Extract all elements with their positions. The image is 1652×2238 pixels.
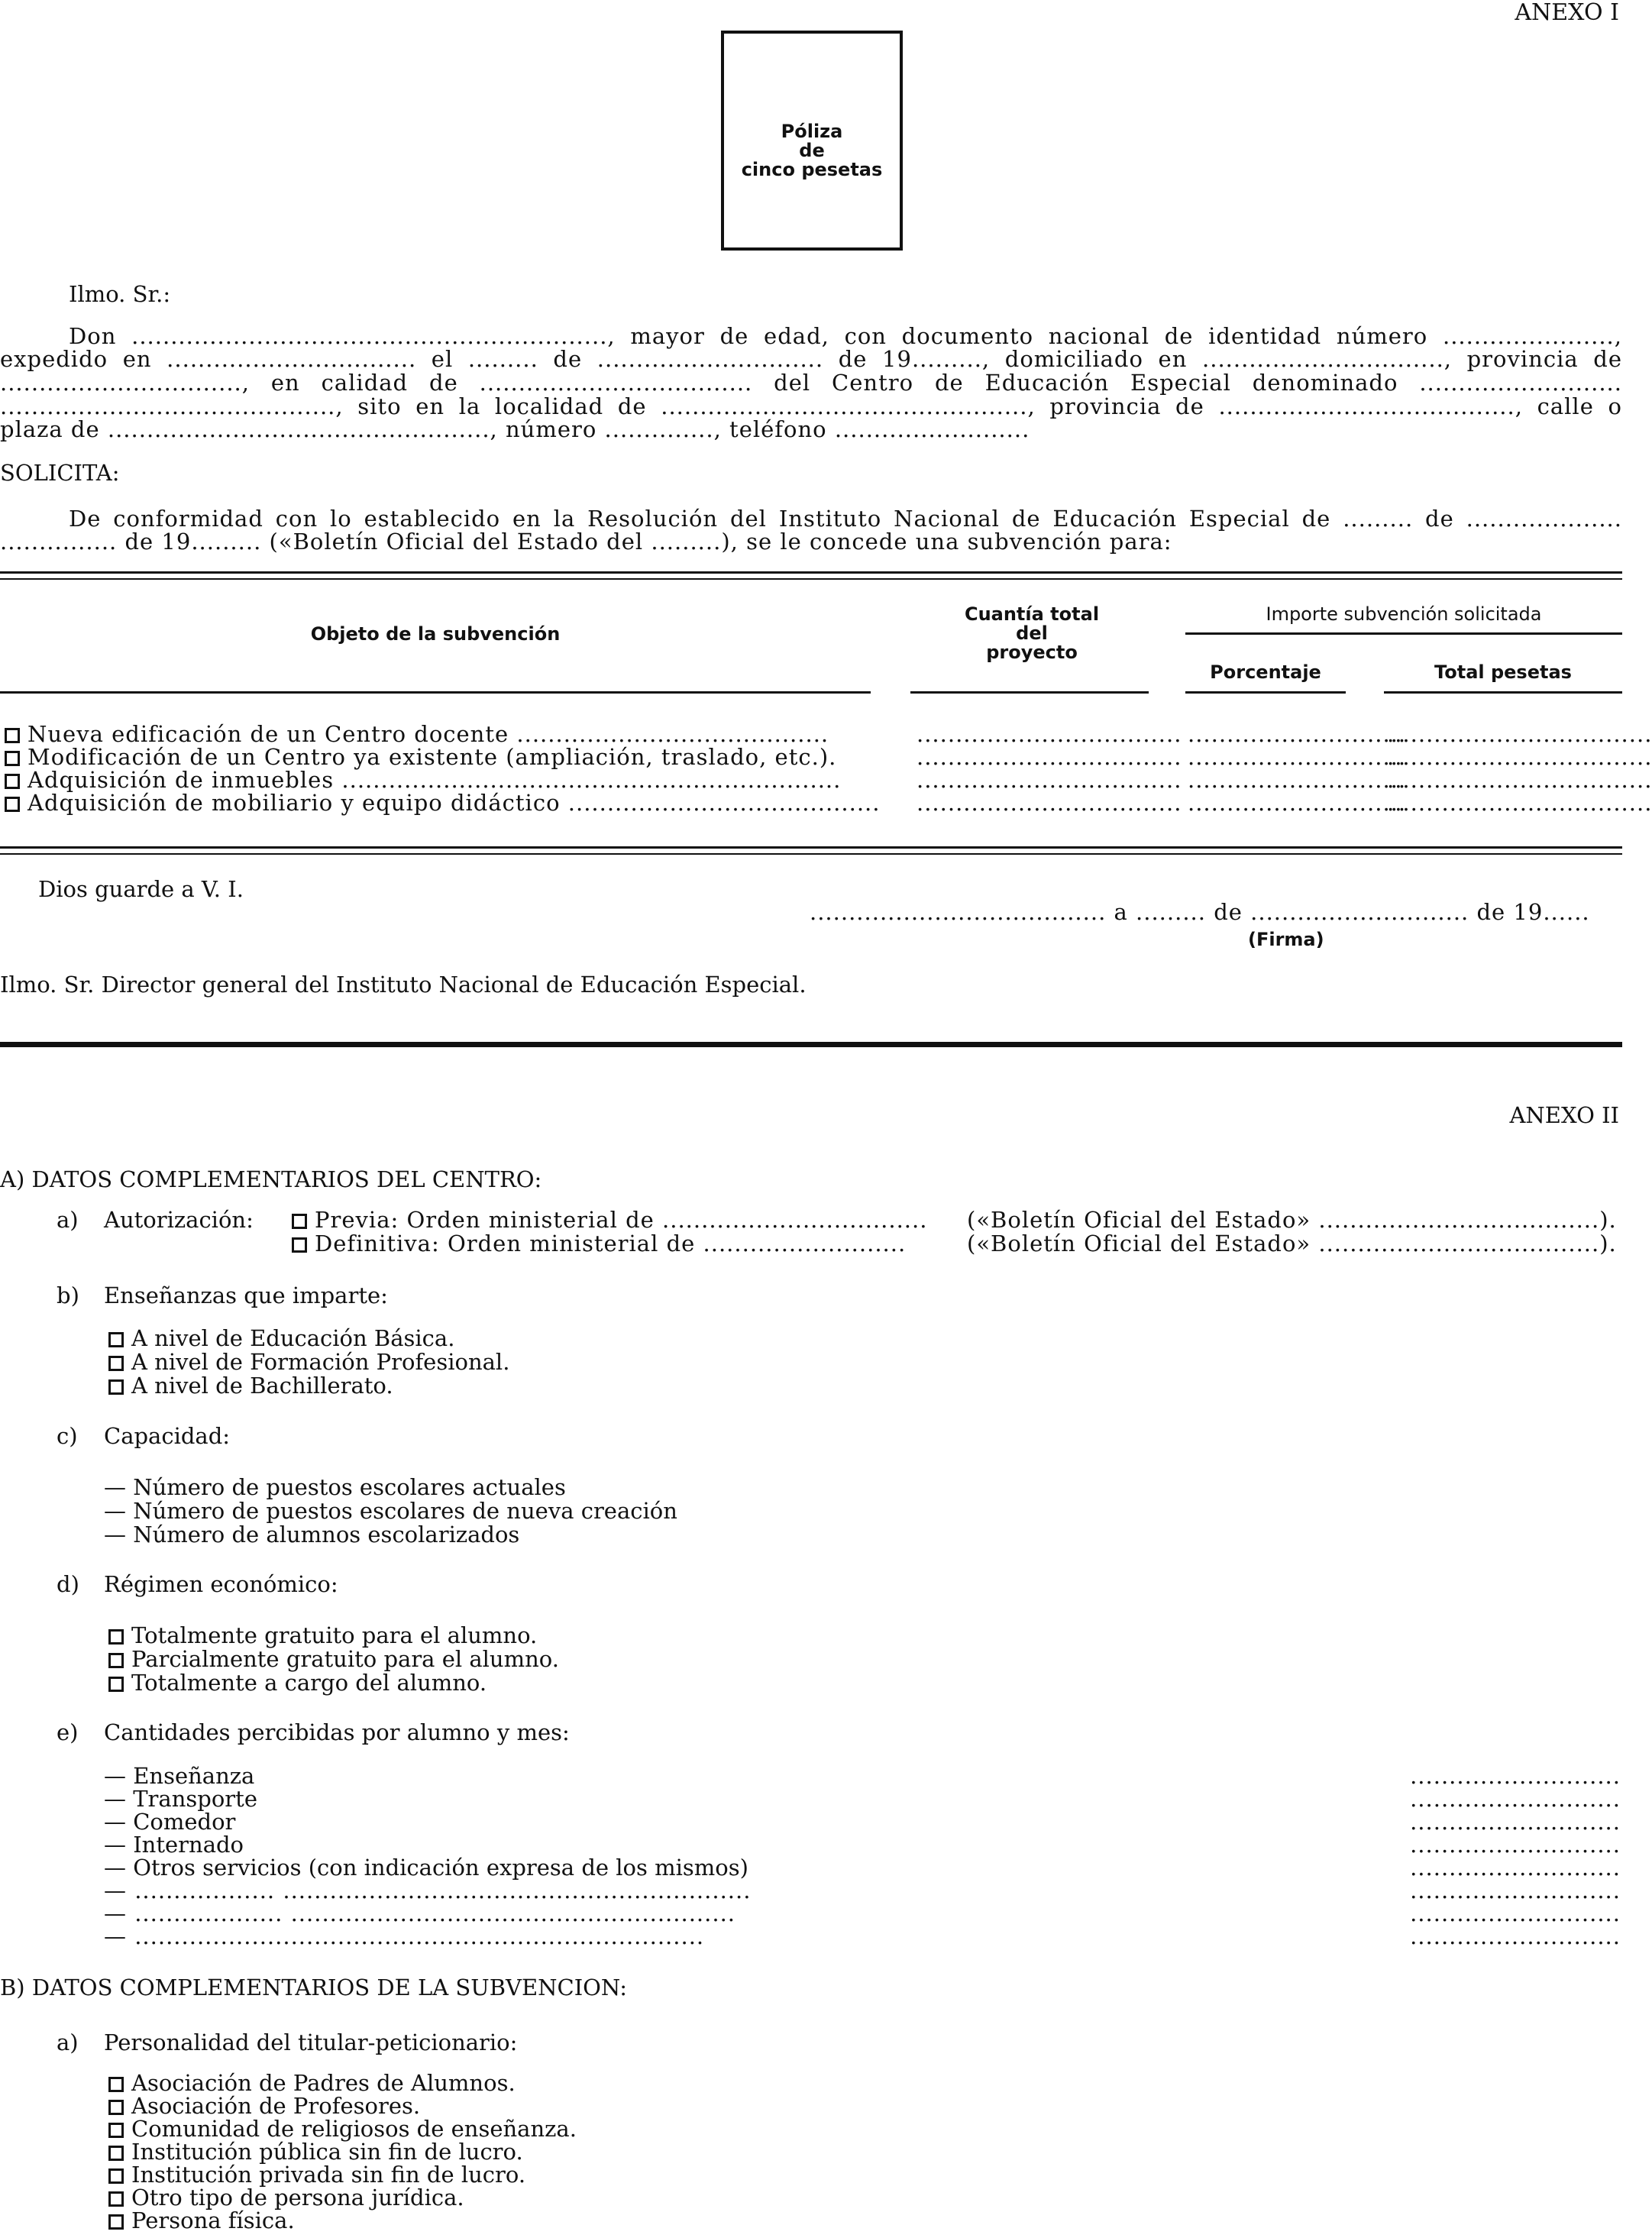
- plaza-line: plaza de ................................................., número .............., teléfono .........................: [0, 416, 1030, 442]
- pct-fill[interactable]: ............................: [1188, 790, 1407, 816]
- total-fill[interactable]: ..................................: [917, 744, 1182, 770]
- table-bottom-rule: [0, 846, 1622, 849]
- table-bottom-rule-2: [0, 853, 1622, 855]
- solicita-label: SOLICITA:: [0, 460, 120, 486]
- checkbox[interactable]: [108, 2214, 124, 2230]
- amount-fill[interactable]: ...........................: [1410, 1809, 1621, 1835]
- list-item: — Comedor: [104, 1809, 236, 1835]
- list-item: — Transporte: [104, 1786, 257, 1812]
- pct-fill[interactable]: ............................: [1188, 744, 1407, 770]
- definitiva-option: Definitiva: Orden ministerial de ..........................: [292, 1233, 906, 1255]
- table-row: Modificación de un Centro ya existente (ampliación, traslado, etc.).: [5, 746, 836, 768]
- total-fill[interactable]: ..................................: [917, 790, 1182, 816]
- col-pct-rule: [1185, 691, 1346, 694]
- expedido-line: expedido en ................................ el ......... de ............................. de 19........., domiciliado en ..............................., provincia de: [0, 346, 1622, 372]
- item-d-label: d): [57, 1571, 79, 1597]
- table-row: Adquisición de inmuebles ................................................................: [5, 769, 841, 791]
- definitiva-boletin: («Boletín Oficial del Estado» ....................................).: [967, 1231, 1617, 1256]
- stamp-text-1: Póliza: [781, 121, 843, 142]
- table-top-rule: [0, 571, 1622, 574]
- list-item: — .........................................................................: [104, 1923, 705, 1949]
- don-line: Don ............................................................., mayor de edad, con documento nacional de identidad número ......................,: [69, 323, 1622, 349]
- conformidad-line-1: De conformidad con lo establecido en la Resolución del Instituto Nacional de Educación Especial de ......... de ....................: [69, 506, 1622, 532]
- checkbox[interactable]: [5, 797, 20, 812]
- item-ba-label: a): [57, 2029, 79, 2055]
- item-b-label: b): [57, 1282, 79, 1308]
- list-item: Asociación de Profesores.: [108, 2095, 420, 2117]
- amount-fill[interactable]: ...........................: [1410, 1832, 1621, 1858]
- list-item: A nivel de Educación Básica.: [108, 1328, 454, 1350]
- cantidades-label: Cantidades percibidas por alumno y mes:: [104, 1719, 570, 1745]
- list-item: — Número de puestos escolares de nueva creación: [104, 1498, 677, 1524]
- pesetas-fill[interactable]: ..................................: [1387, 744, 1652, 770]
- table-top-rule-2: [0, 578, 1622, 580]
- col-pesetas-rule: [1384, 691, 1622, 694]
- previa-option: Previa: Orden ministerial de ..................................: [292, 1209, 927, 1231]
- amount-fill[interactable]: ...........................: [1410, 1786, 1621, 1812]
- amount-fill[interactable]: ...........................: [1410, 1900, 1621, 1926]
- pesetas-fill[interactable]: ..................................: [1387, 790, 1652, 816]
- list-item: — Enseñanza: [104, 1763, 255, 1789]
- date-line[interactable]: ...................................... a ......... de ............................ de 19......: [810, 899, 1590, 925]
- checkbox[interactable]: [108, 1356, 124, 1371]
- amount-fill[interactable]: ...........................: [1410, 1855, 1621, 1881]
- list-item: Asociación de Padres de Alumnos.: [108, 2072, 516, 2094]
- salutation: Ilmo. Sr.:: [69, 281, 171, 307]
- importe-rule: [1185, 632, 1622, 635]
- checkbox[interactable]: [108, 2077, 124, 2092]
- total-fill[interactable]: ..................................: [917, 767, 1182, 793]
- regimen-label: Régimen económico:: [104, 1571, 338, 1597]
- list-item: Institución privada sin fin de lucro.: [108, 2164, 525, 2186]
- checkbox[interactable]: [108, 2191, 124, 2207]
- list-item: — Internado: [104, 1832, 244, 1858]
- previa-boletin: («Boletín Oficial del Estado» ....................................).: [967, 1207, 1617, 1233]
- list-item: — Número de puestos escolares actuales: [104, 1474, 566, 1500]
- checkbox[interactable]: [108, 2168, 124, 2184]
- list-item: Totalmente a cargo del alumno.: [108, 1672, 487, 1694]
- list-item: A nivel de Bachillerato.: [108, 1375, 393, 1397]
- checkbox[interactable]: [5, 728, 20, 743]
- checkbox[interactable]: [108, 1677, 124, 1692]
- personalidad-label: Personalidad del titular-peticionario:: [104, 2029, 518, 2055]
- item-c-label: c): [57, 1423, 78, 1449]
- list-item: Institución pública sin fin de lucro.: [108, 2141, 523, 2163]
- stamp-text-2: de: [799, 140, 825, 162]
- capacidad-label: Capacidad:: [104, 1423, 231, 1449]
- annex2-title: ANEXO II: [1509, 1102, 1619, 1128]
- section-b-heading: B) DATOS COMPLEMENTARIOS DE LA SUBVENCION:: [0, 1974, 628, 2000]
- col-object-rule: [0, 691, 871, 694]
- section-divider: [0, 1042, 1622, 1047]
- total-fill[interactable]: ..................................: [917, 721, 1182, 747]
- ensenanzas-label: Enseñanzas que imparte:: [104, 1282, 388, 1308]
- list-item: Persona física.: [108, 2210, 295, 2232]
- col-total-header: Cuantía total del proyecto: [964, 603, 1100, 664]
- pct-fill[interactable]: ............................: [1188, 721, 1407, 747]
- table-row: Adquisición de mobiliario y equipo didáctico ........................................: [5, 792, 880, 814]
- addressee: Ilmo. Sr. Director general del Instituto Nacional de Educación Especial.: [0, 972, 807, 998]
- autorizacion-label: Autorización:: [104, 1207, 254, 1233]
- calidad-line: ..............................., en calidad de ................................... del Centro de Educación Especial denominado ..........................: [0, 370, 1622, 396]
- col-importe-header: Importe subvención solicitada: [1266, 603, 1542, 625]
- amount-fill[interactable]: ...........................: [1410, 1877, 1621, 1903]
- checkbox[interactable]: [108, 1332, 124, 1347]
- stamp-box: [721, 31, 903, 251]
- list-item: A nivel de Formación Profesional.: [108, 1351, 509, 1373]
- firma-label: (Firma): [1248, 929, 1324, 950]
- checkbox[interactable]: [292, 1237, 307, 1253]
- checkbox[interactable]: [108, 1629, 124, 1645]
- list-item: Comunidad de religiosos de enseñanza.: [108, 2118, 577, 2140]
- list-item: — .................. ............................................................: [104, 1877, 752, 1903]
- item-a-label: a): [57, 1207, 79, 1233]
- checkbox[interactable]: [108, 2146, 124, 2161]
- checkbox[interactable]: [5, 751, 20, 766]
- pct-fill[interactable]: ............................: [1188, 767, 1407, 793]
- col-total-rule: [910, 691, 1149, 694]
- amount-fill[interactable]: ...........................: [1410, 1763, 1621, 1789]
- list-item: — Otros servicios (con indicación expresa de los mismos): [104, 1855, 748, 1881]
- col-total-pesetas-header: Total pesetas: [1434, 661, 1572, 683]
- dios-guarde: Dios guarde a V. I.: [38, 876, 244, 902]
- col-porcentaje-header: Porcentaje: [1210, 661, 1321, 683]
- annex-title: ANEXO I: [1515, 0, 1619, 26]
- sito-line: ..........................................., sito en la localidad de ..............................................., provincia de ......................................, calle o: [0, 393, 1622, 419]
- checkbox[interactable]: [108, 2100, 124, 2115]
- checkbox[interactable]: [108, 2123, 124, 2138]
- stamp-text-3: cinco pesetas: [741, 159, 883, 181]
- col-object-header: Objeto de la subvención: [310, 623, 561, 645]
- list-item: — ................... .........................................................: [104, 1900, 736, 1926]
- checkbox[interactable]: [292, 1214, 307, 1229]
- pesetas-fill[interactable]: ..................................: [1387, 767, 1652, 793]
- list-item: Totalmente gratuito para el alumno.: [108, 1625, 537, 1647]
- checkbox[interactable]: [5, 774, 20, 789]
- list-item: Parcialmente gratuito para el alumno.: [108, 1648, 559, 1670]
- section-a-heading: A) DATOS COMPLEMENTARIOS DEL CENTRO:: [0, 1166, 542, 1192]
- list-item: — Número de alumnos escolarizados: [104, 1522, 520, 1548]
- checkbox[interactable]: [108, 1379, 124, 1395]
- table-row: Nueva edificación de un Centro docente ........................................: [5, 723, 829, 745]
- list-item: Otro tipo de persona jurídica.: [108, 2187, 464, 2209]
- checkbox[interactable]: [108, 1653, 124, 1668]
- pesetas-fill[interactable]: ..................................: [1387, 721, 1652, 747]
- conformidad-line-2: ............... de 19......... («Boletín Oficial del Estado del .........), se le concede una subvención para:: [0, 529, 1172, 555]
- amount-fill[interactable]: ...........................: [1410, 1923, 1621, 1949]
- item-e-label: e): [57, 1719, 79, 1745]
